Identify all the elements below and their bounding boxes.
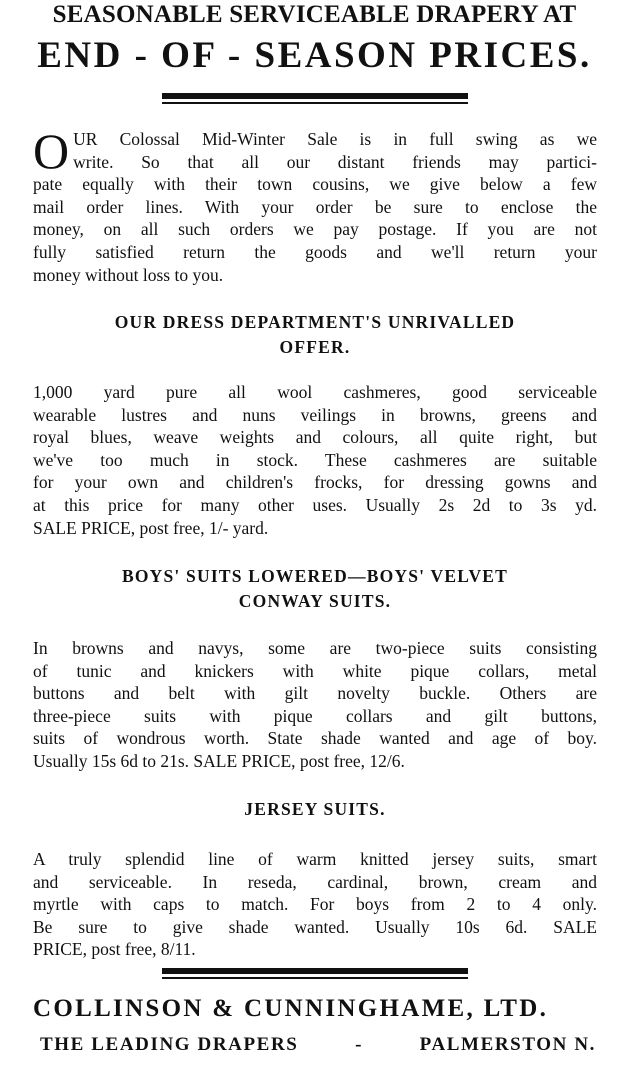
intro-line: mail order lines. With your order be sure to enclose the (33, 196, 597, 217)
section-heading-line: BOYS' SUITS LOWERED—BOYS' VELVET (121, 566, 509, 586)
tagline-separator: - (355, 1034, 364, 1055)
body-line: suits of wondrous worth. State shade wanted and age of boy. (33, 728, 597, 749)
section-heading-boys-suits (33, 564, 597, 614)
intro-line: money, on all such orders we pay postage. If you are not (33, 219, 597, 240)
section-heading-dress (33, 310, 597, 360)
body-line: royal blues, weave weights and colours, all quite right, but (33, 427, 597, 448)
intro-line: pate equally with their town cousins, we give below a few (33, 174, 597, 195)
section-heading-line: OFFER. (279, 337, 351, 357)
body-line: myrtle with caps to match. For boys from 2 to 4 only. (33, 894, 597, 915)
body-line: and serviceable. In reseda, cardinal, brown, cream and (33, 871, 597, 892)
divider-top (162, 93, 468, 104)
tagline-left: THE LEADING DRAPERS (40, 1034, 299, 1055)
tagline-right: PALMERSTON N. (419, 1034, 596, 1055)
section-body-dress (33, 381, 597, 539)
headline-top: SEASONABLE SERVICEABLE DRAPERY AT (52, 1, 577, 28)
body-line: Be sure to give shade wanted. Usually 10s 6d. SALE (33, 916, 597, 937)
body-line: Usually 15s 6d to 21s. SALE PRICE, post free, 12/6. (33, 750, 405, 771)
intro-line: money without loss to you. (33, 264, 224, 285)
section-heading-line: JERSEY SUITS. (244, 799, 386, 819)
body-line: three-piece suits with pique collars and gilt buttons, (33, 705, 597, 726)
body-line: we've too much in stock. These cashmeres are suitable (33, 449, 597, 470)
body-line: wearable lustres and nuns veilings in browns, greens and (33, 404, 597, 425)
divider-thick (162, 93, 468, 99)
body-line: 1,000 yard pure all wool cashmeres, good serviceable (33, 382, 597, 402)
body-line: for your own and children's frocks, for dressing gowns and (33, 472, 597, 493)
body-line: In browns and navys, some are two-piece suits consisting (33, 638, 597, 658)
intro-paragraph (33, 123, 597, 286)
divider-thick (162, 968, 468, 974)
section-heading-line: OUR DRESS DEPARTMENT'S UNRIVALLED (114, 312, 516, 332)
section-heading-line: CONWAY SUITS. (238, 591, 392, 611)
firm-name: COLLINSON & CUNNINGHAME, LTD. (33, 995, 549, 1022)
intro-line: UR Colossal Mid-Winter Sale is in full swing as we (73, 129, 597, 149)
section-heading-jersey (33, 797, 597, 822)
divider-thin (162, 977, 468, 979)
intro-line: write. So that all our distant friends may partici- (73, 151, 597, 172)
section-body-boys-suits (33, 637, 597, 773)
body-line: at this price for many other uses. Usually 2s 2d to 3s yd. (33, 494, 597, 515)
body-line: of tunic and knickers with white pique collars, metal (33, 660, 597, 681)
headline-main: END - OF - SEASON PRICES. (37, 35, 592, 76)
body-line: A truly splendid line of warm knitted jersey suits, smart (33, 849, 597, 869)
divider-thin (162, 102, 468, 104)
body-line: PRICE, post free, 8/11. (33, 939, 196, 960)
body-line: buttons and belt with gilt novelty buckle. Others are (33, 683, 597, 704)
section-body-jersey (33, 848, 597, 961)
drop-cap: O (33, 123, 70, 179)
divider-bottom (162, 968, 468, 979)
intro-line: fully satisfied return the goods and we'll return your (33, 241, 597, 262)
firm-tagline (40, 1034, 596, 1056)
body-line: SALE PRICE, post free, 1/- yard. (33, 517, 269, 538)
